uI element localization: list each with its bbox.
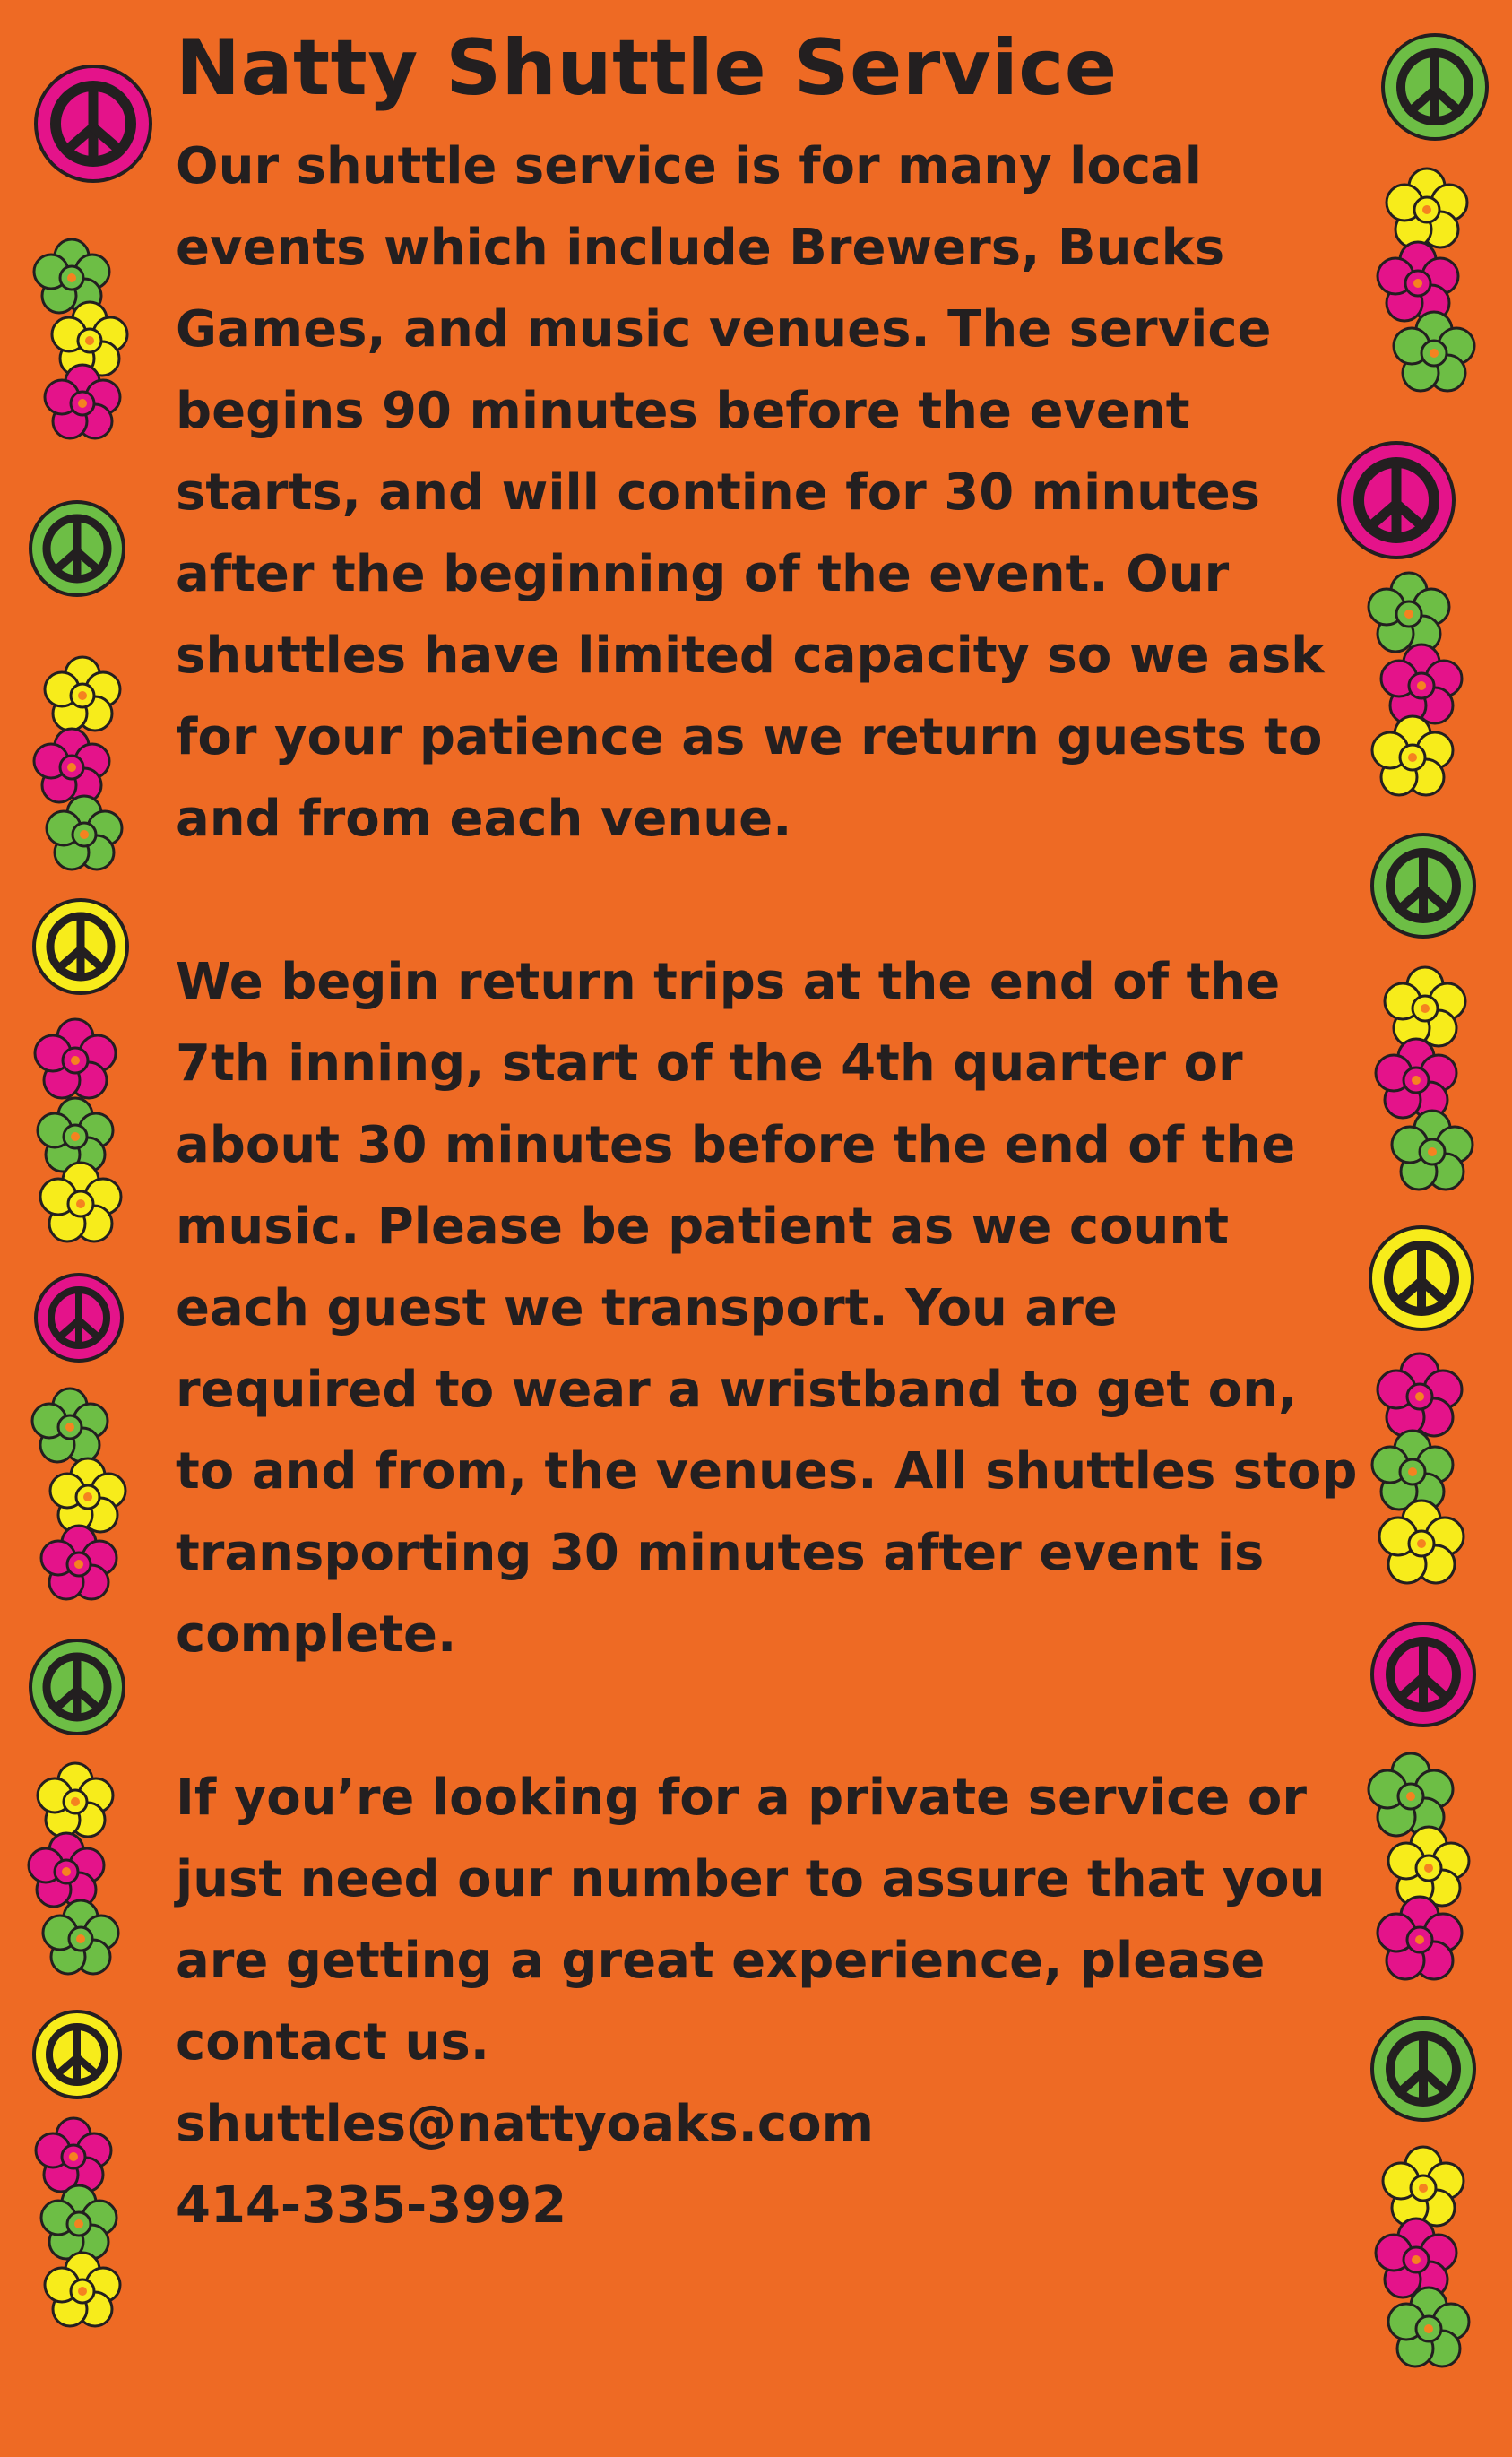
contact-paragraph: If you’re looking for a private service or just need our number to assure that you are getting a great experience, please contact us.: [176, 1769, 1326, 2072]
flower-cluster-icon: [1352, 565, 1477, 816]
flower-cluster-icon: [1362, 158, 1488, 409]
flower-cluster-icon: [20, 651, 136, 884]
peace-sign-icon: [1368, 830, 1479, 941]
peace-sign-icon: [1334, 437, 1459, 563]
flower-cluster-icon: [1362, 959, 1488, 1210]
flower-cluster-icon: [20, 1011, 136, 1262]
flyer-content: [176, 23, 1359, 2246]
flower-cluster-icon: [18, 1380, 134, 1622]
peace-sign-icon: [1368, 2013, 1479, 2124]
peace-sign-icon: [27, 498, 127, 599]
peace-sign-icon: [30, 896, 131, 997]
flower-cluster-icon: [20, 2112, 136, 2345]
return-trips-paragraph: We begin return trips at the end of the 7th inning, start of the 4th quarter or about 30 minutes before the end of the music. Please be patient as we count each guest we transport. You are required to wear a wristband to get on, to and from, the venues. All shuttles stop transporting 30 minutes after event is complete.: [176, 953, 1358, 1664]
flower-cluster-icon: [1355, 1345, 1490, 1605]
peace-sign-icon: [27, 1637, 127, 1737]
page-title: Natty Shuttle Service: [176, 23, 1118, 113]
peace-sign-icon: [30, 61, 156, 186]
peace-sign-icon: [1366, 1223, 1477, 1334]
peace-sign-icon: [30, 2008, 124, 2101]
contact-phone[interactable]: 414-335-3992: [176, 2176, 567, 2235]
intro-paragraph: Our shuttle service is for many local events which include Brewers, Bucks Games, and music venues. The service begins 90 minutes before the event starts, and will contine for 30 minutes after the beginning of the event. Our shuttles have limited capacity so we ask for your patience as we return guests to and from each venue.: [176, 137, 1325, 848]
contact-email[interactable]: shuttles@nattyoaks.com: [176, 2095, 874, 2153]
peace-sign-icon: [32, 1271, 125, 1364]
flower-cluster-icon: [1361, 2139, 1486, 2390]
flower-cluster-icon: [20, 233, 136, 448]
flower-cluster-icon: [16, 1755, 133, 1997]
peace-sign-icon: [1378, 30, 1491, 143]
flower-cluster-icon: [1355, 1743, 1490, 2003]
peace-sign-icon: [1368, 1619, 1479, 1730]
